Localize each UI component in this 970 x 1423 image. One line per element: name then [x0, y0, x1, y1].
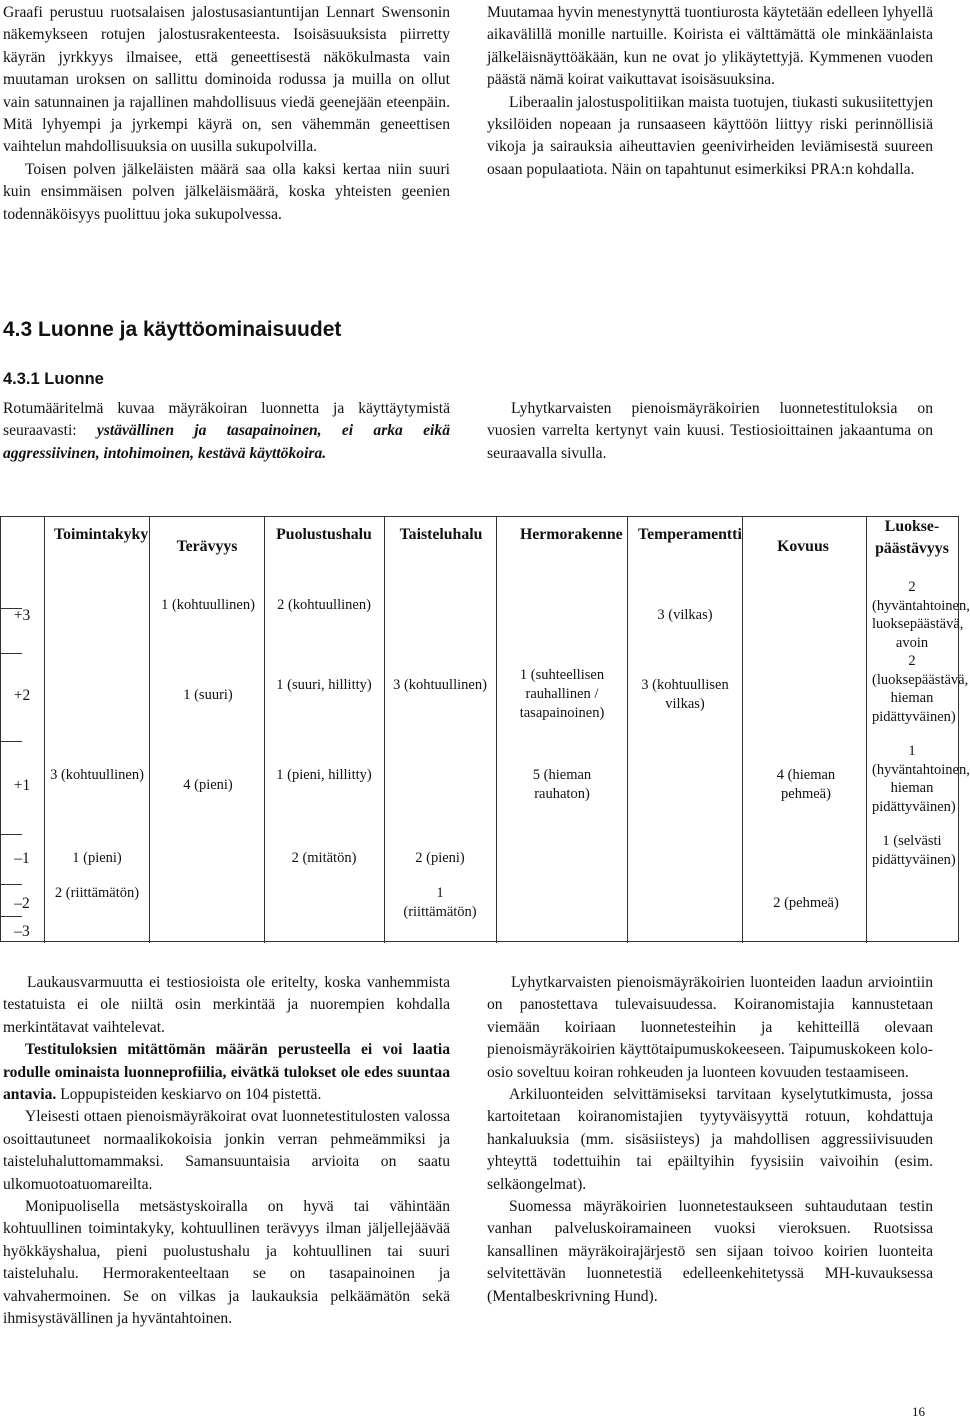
row-divider [0, 741, 22, 742]
top-right-column [487, 2, 933, 181]
header-temperamentti: Temperamentti [638, 526, 742, 543]
column-divider [44, 516, 45, 943]
section-heading: 4.3 Luonne ja käyttöominaisuudet [3, 318, 342, 341]
bottom-right-column [487, 972, 933, 1308]
temperament-test-table [0, 516, 970, 943]
header-taisteluhalu: Taisteluhalu [399, 526, 483, 543]
intro-text: Rotumääritelmä kuvaa mäyräkoiran luonnetta ja käyttäytymistä seuraavasti: [3, 400, 450, 440]
paragraph: Monipuolisella metsästyskoiralla on hyvä tai vähintään kohtuullinen toimintakyky, kohtuullinen terävyys ilman jäljellejäävää hyökkäyshalua, pieni puolustushalu ja kohtuullinen tai suuri taisteluhalu. Hermorakenteeltaan se on tasapainoinen ja vahvahermoinen. Se on vilkas ja laukauksia pelkäämätön sekä ihmisystävällinen ja hyväntahtoinen. [3, 1198, 450, 1328]
paragraph: Graafi perustuu ruotsalaisen jalostusasiantuntijan Lennart Swensonin näkemykseen rotujen jalostusrakenteesta. Isoisäsuuksista piirretty käyrän jyrkkyys ilmaisee, että geneettisestä näkökulmasta vain muutaman uroksen on sallittu dominoida rodussa ja muilla on ollut vain satunnainen ja rajallinen mahdollisuus viedä geenejään eteenpäin. Mitä lyhyempi ja jyrkempi käyrä on, sen vähemmän geneettisen vaihtelun mahdollisuuksia on uusilla sukupolvilla. [3, 4, 450, 156]
intro-left [3, 398, 450, 465]
bottom-left-column [3, 972, 450, 1331]
paragraph: Laukausvarmuutta ei testiosioista ole eritelty, koska vanhemmista testatuista ei ole niiltä osin merkintää ja nuorempien kohdalla merkintätavat vaihtelevat. [3, 974, 450, 1036]
cell-taistelu-minus2: 1 (riittämätön) [403, 885, 477, 920]
column-divider [866, 516, 867, 943]
cell-temperamentti-plus2: 3 (kohtuullisen vilkas) [641, 677, 729, 712]
intro-right [487, 398, 933, 465]
paragraph: Suomessa mäyräkoirien luonnetestaukseen suhtaudutaan testin vanhan palveluskoiramaineen vuoksi vieroksuen. Ruotsissa kansallinen mäyräkoirajärjestö sen sijaan toivoo koirien luonteita selvitettävän luonnetestiä edelleenkehitetyssä MH-kuvauksessa (Mentalbeskrivning Hund). [487, 1198, 933, 1305]
row-divider [0, 834, 22, 835]
page-number: 16 [912, 1404, 925, 1419]
paragraph: Arkiluonteiden selvittämiseksi tarvitaan kyselytutkimusta, jossa kartoitetaan koiranomistajien tyytyväisyyttä rotuun, kohdattuja hankaluuksia (mm. sisäsiisteys) ja mahdollisen aggressiivisuuden yhteyttä todettuihin tai epäiltyihin fyysisiin vaivoihin (esim. selkäongelmat). [487, 1086, 933, 1193]
column-divider [384, 516, 385, 943]
row-label: +3 [13, 607, 31, 624]
cell-puolustus-plus2: 1 (suuri, hillitty) [276, 677, 372, 693]
cell-hermo-plus1: 5 (hieman rauhaton) [532, 767, 592, 802]
cell-puolustus-plus1: 1 (pieni, hillitty) [276, 767, 372, 783]
column-divider [149, 516, 150, 943]
row-divider [0, 916, 22, 917]
top-left-column [3, 2, 450, 226]
row-divider [0, 884, 22, 885]
row-label: +1 [13, 777, 31, 794]
cell-kovuus-minus2: 2 (pehmeä) [773, 895, 839, 911]
cell-taistelu-minus1: 2 (pieni) [415, 850, 465, 866]
cell-hermo-plus2: 1 (suhteellisen rauhallinen / tasapainoinen) [519, 667, 605, 721]
paragraph: Toisen polven jälkeläisten määrä saa olla kaksi kertaa niin suuri kuin ensimmäisen polven jälkeläismäärä, koska yhteisten geenien todennäköisyys puolittuu joka sukupolvessa. [3, 160, 450, 223]
paragraph [3, 398, 450, 465]
column-divider [742, 516, 743, 943]
cell-luokse-1: 2 (hyväntahtoinen, luoksepäästävä, avoin [872, 579, 970, 651]
row-label: +2 [13, 687, 31, 704]
row-label: –1 [14, 850, 30, 867]
subsection-heading: 4.3.1 Luonne [3, 370, 104, 388]
cell-toiminta-minus2: 2 (riittämätön) [54, 885, 140, 901]
header-kovuus: Kovuus [777, 538, 829, 555]
header-teravyys: Terävyys [176, 538, 238, 555]
cell-teravyys-plus2: 1 (suuri) [183, 687, 233, 703]
header-luoksepaastavyys: Luoksepäästävyys [875, 518, 949, 557]
paragraph: Muutamaa hyvin menestynyttä tuontiurosta käytetään edelleen lyhyellä aikavälillä monille nartuille. Koirista ei välttämättä ole minkäänlaista jälkeläisnäyttöäkään, kun ne ovat jo ylikäytettyjä. Kymmenen vuoden päästä nämä koirat vaikuttavat isoisäsuuksina. [487, 4, 933, 89]
row-label: –3 [14, 923, 30, 940]
header-toimintakyky: Toimintakyky [54, 526, 149, 543]
paragraph: Liberaalin jalostuspolitiikan maista tuotujen, tiukasti sukusiitettyjen yksilöiden nopeaan ja runsaaseen käyttöön liittyy riski perinnöllisiä vikoja ja sairauksia aiheuttavien geenivirheiden leviämisestä suureen osaan populaatiota. Näin on tapahtunut esimerkiksi PRA:n kohdalla. [487, 93, 933, 178]
column-divider [627, 516, 628, 943]
paragraph [3, 1039, 450, 1106]
cell-puolustus-minus1: 2 (mitätön) [291, 850, 357, 866]
cell-puolustus-plus3: 2 (kohtuullinen) [277, 597, 371, 613]
row-divider [0, 653, 22, 654]
cell-luokse-2: 2 (luoksepäästävä, hieman pidättyväinen) [872, 653, 969, 725]
column-divider [264, 516, 265, 943]
cell-kovuus-plus1: 4 (hieman pehmeä) [776, 767, 836, 802]
cell-luokse-3: 1 (hyväntahtoinen, hieman pidättyväinen) [872, 743, 970, 815]
cell-teravyys-plus3: 1 (kohtuullinen) [161, 597, 255, 613]
bold-statement: Testituloksien mitättömän määrän perusteella ei voi laatia rodulle ominaista luonneprofiilia, eivätkä tulokset ole edes suuntaa antavia. [3, 1041, 450, 1104]
row-label: –2 [14, 895, 30, 912]
cell-teravyys-plus1: 4 (pieni) [183, 777, 233, 793]
header-puolustushalu: Puolustushalu [276, 526, 372, 543]
paragraph-rest: Loppupisteiden keskiarvo on 104 pistettä. [56, 1086, 322, 1104]
cell-toiminta-plus1: 3 (kohtuullinen) [50, 767, 144, 783]
paragraph: Lyhytkarvaisten pienoismäyräkoirien luonteiden laadun arviointiin on panostettava tulevaisuudessa. Koiranomistajia kannustetaan viemään koiriaan luonnetesteihin ja kehitteillä olevaan pienoismäyräkoirien käyttötaipumuskokeeseen. Taipumuskokeen kolo-osio soveltuu koiran rohkeuden ja luonteen kovuuden testaamiseen. [487, 974, 933, 1081]
cell-toiminta-minus1: 1 (pieni) [72, 850, 122, 866]
paragraph: Lyhytkarvaisten pienoismäyräkoirien luonnetestituloksia on vuosien varrelta kertynyt vain kuusi. Testiosioittainen jakaantuma on seuraavalla sivulla. [487, 400, 933, 462]
header-hermorakenne: Hermorakenne [520, 526, 623, 543]
table-frame [0, 516, 970, 942]
cell-taistelu-plus2: 3 (kohtuullinen) [393, 677, 487, 693]
cell-luokse-4: 1 (selvästi pidättyväinen) [872, 833, 956, 868]
column-divider [496, 516, 497, 943]
cell-temperamentti-plus3: 3 (vilkas) [657, 607, 713, 623]
breed-standard-quote: ystävällinen ja tasapainoinen, ei arka eikä aggressiivinen, intohimoinen, kestävä käyttökoira. [3, 422, 450, 462]
paragraph: Yleisesti ottaen pienoismäyräkoirat ovat luonnetestitulosten valossa osoittautuneet normaalikokoisia jonkin verran pehmeämmiksi ja taisteluhaluttomammaksi. Samansuuntaisia arvioita on saatu ulkomuotoatuomareilta. [3, 1108, 450, 1193]
